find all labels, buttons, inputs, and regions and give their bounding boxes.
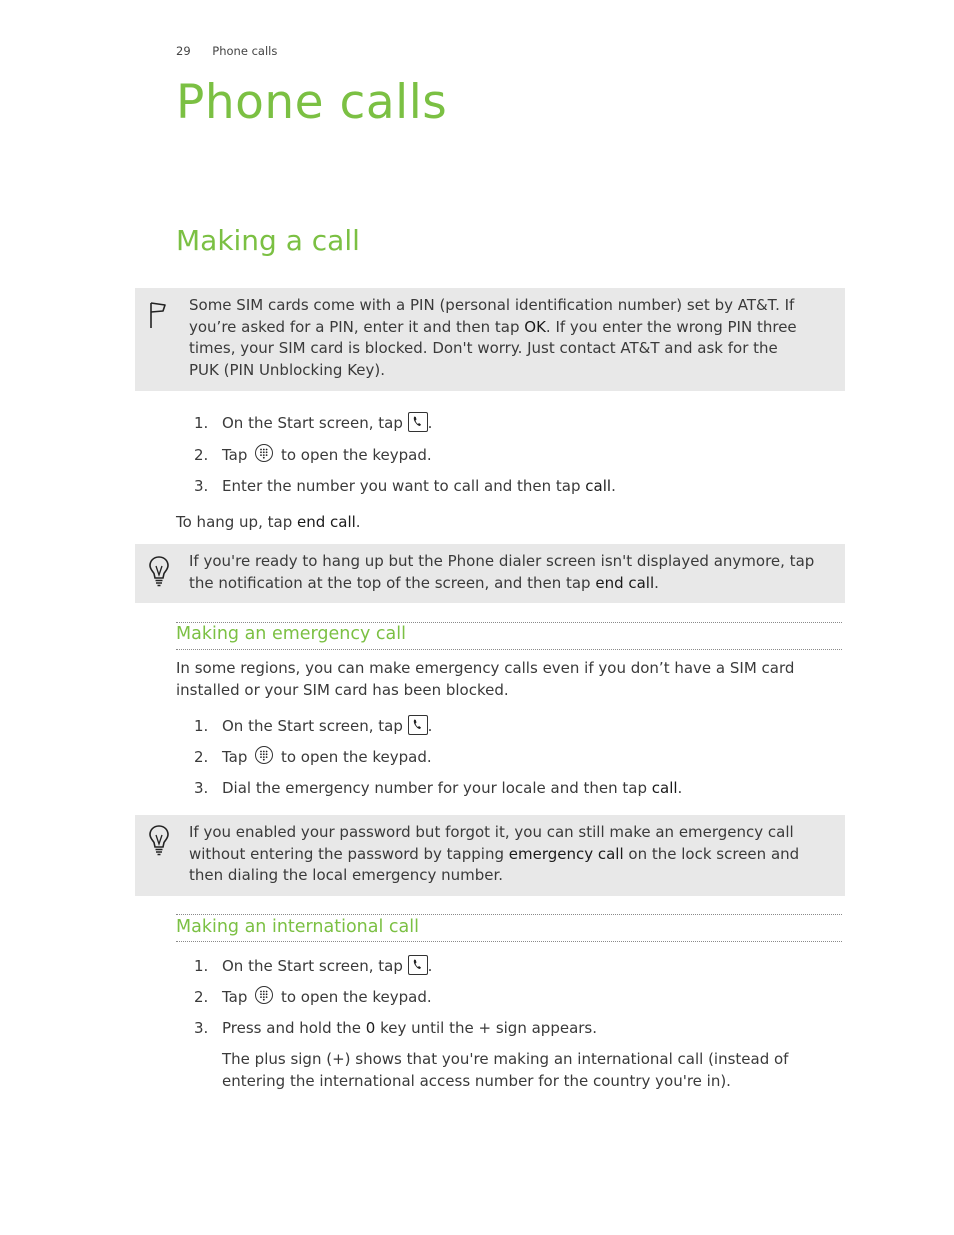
step-text-part: to open the keypad.	[276, 988, 432, 1006]
international-note	[222, 1048, 822, 1092]
tip-box-emergency	[135, 815, 845, 896]
divider	[176, 941, 842, 942]
divider	[176, 622, 842, 623]
page-number: 29	[176, 44, 191, 58]
tip-line	[189, 573, 827, 595]
tip-line: then dialing the local emergency number.	[189, 866, 504, 885]
tip-line: If you enabled your password but forgot it, you can still make an emergency call	[189, 823, 794, 841]
note-text: you’re asked for a PIN, enter it and then tap	[189, 317, 525, 336]
step-text	[222, 955, 432, 977]
tip-line	[189, 844, 827, 866]
step-text-part: .	[611, 477, 616, 495]
lightbulb-icon	[147, 823, 171, 861]
keypad-icon	[255, 746, 273, 764]
step-text	[222, 986, 432, 1008]
note-line: PUK (PIN Unblocking Key).	[189, 361, 386, 380]
tip-text-emergency	[189, 822, 827, 887]
hangup-paragraph	[176, 511, 826, 533]
step-text-part: On the Start screen, tap	[222, 717, 408, 735]
tip-text: on the lock screen and	[623, 844, 800, 863]
ui-term-zero-key: 0	[365, 1019, 376, 1037]
flag-icon	[147, 300, 167, 334]
step-number: 1.	[194, 414, 209, 432]
step-number: 2.	[194, 748, 209, 766]
step-text	[222, 1017, 597, 1039]
para-line: In some regions, you can make emergency calls even if you don’t have a SIM card	[176, 659, 795, 677]
subsection-title-international: Making an international call	[176, 917, 419, 937]
step-number: 1.	[194, 717, 209, 735]
step-number: 3.	[194, 1019, 209, 1037]
page-title: Phone calls	[176, 75, 448, 130]
step-text-part: .	[427, 957, 433, 975]
step-text-part: to open the keypad.	[276, 748, 432, 766]
note-line: Some SIM cards come with a PIN (personal identification number) set by AT&T. If	[189, 296, 795, 314]
para-line: The plus sign (+) shows that you're making an international call (instead of	[222, 1050, 789, 1068]
ui-term-emergency-call: emergency call	[508, 844, 624, 863]
phone-tile-icon	[408, 715, 428, 735]
note-box-pin	[135, 288, 845, 391]
tip-text: the notification at the top of the screen, and then tap	[189, 573, 596, 592]
step-number: 3.	[194, 477, 209, 495]
running-header-section: Phone calls	[212, 44, 278, 58]
step-text	[222, 777, 682, 799]
keypad-icon	[255, 986, 273, 1004]
note-text-pin	[189, 295, 827, 382]
step-text	[222, 746, 432, 768]
step-text-part: .	[427, 717, 433, 735]
step-text-part: Tap	[222, 988, 253, 1006]
keypad-icon	[255, 444, 273, 462]
ui-term-end-call: end call	[595, 573, 655, 592]
step-text-part: Tap	[222, 446, 253, 464]
step-text-part: On the Start screen, tap	[222, 414, 408, 432]
step-text-part: to open the keypad.	[276, 446, 432, 464]
phone-tile-icon	[408, 955, 428, 975]
step-text-part: Dial the emergency number for your locale and then tap	[222, 779, 652, 797]
note-text: . If you enter the wrong PIN three	[545, 317, 797, 336]
emergency-intro	[176, 657, 826, 701]
running-header	[176, 44, 277, 58]
step-number: 1.	[194, 957, 209, 975]
section-title: Making a call	[176, 224, 360, 257]
step-text-part: Press and hold the	[222, 1019, 366, 1037]
lightbulb-icon	[147, 554, 171, 592]
step-text-part: key until the + sign appears.	[375, 1019, 598, 1037]
ui-term-ok: OK	[524, 317, 546, 336]
tip-text: without entering the password by tapping	[189, 844, 509, 863]
note-line: times, your SIM card is blocked. Don't worry. Just contact AT&T and ask for the	[189, 339, 778, 358]
ui-term-call: call	[585, 477, 612, 495]
step-text	[222, 475, 616, 497]
step-text-part: Enter the number you want to call and then tap	[222, 477, 586, 495]
para-text: To hang up, tap	[176, 513, 297, 531]
note-line	[189, 317, 827, 339]
phone-tile-icon	[408, 412, 428, 432]
step-text-part: .	[427, 414, 433, 432]
tip-text-hangup	[189, 551, 827, 594]
step-text-part: Tap	[222, 748, 253, 766]
step-text	[222, 444, 432, 466]
step-text-part: .	[677, 779, 683, 797]
tip-text: .	[654, 573, 659, 592]
step-text-part: On the Start screen, tap	[222, 957, 408, 975]
para-text: .	[355, 513, 361, 531]
ui-term-end-call: end call	[296, 513, 356, 531]
ui-term-call: call	[651, 779, 678, 797]
step-text	[222, 715, 432, 737]
step-number: 3.	[194, 779, 209, 797]
divider	[176, 649, 842, 650]
step-number: 2.	[194, 988, 209, 1006]
subsection-title-emergency: Making an emergency call	[176, 624, 407, 644]
divider	[176, 914, 842, 915]
para-line: installed or your SIM card has been blocked.	[176, 681, 509, 699]
step-number: 2.	[194, 446, 209, 464]
tip-line: If you're ready to hang up but the Phone dialer screen isn't displayed anymore, tap	[189, 552, 815, 570]
step-text	[222, 412, 432, 434]
tip-box-hangup	[135, 544, 845, 603]
para-line: entering the international access number for the country you're in).	[222, 1072, 731, 1090]
